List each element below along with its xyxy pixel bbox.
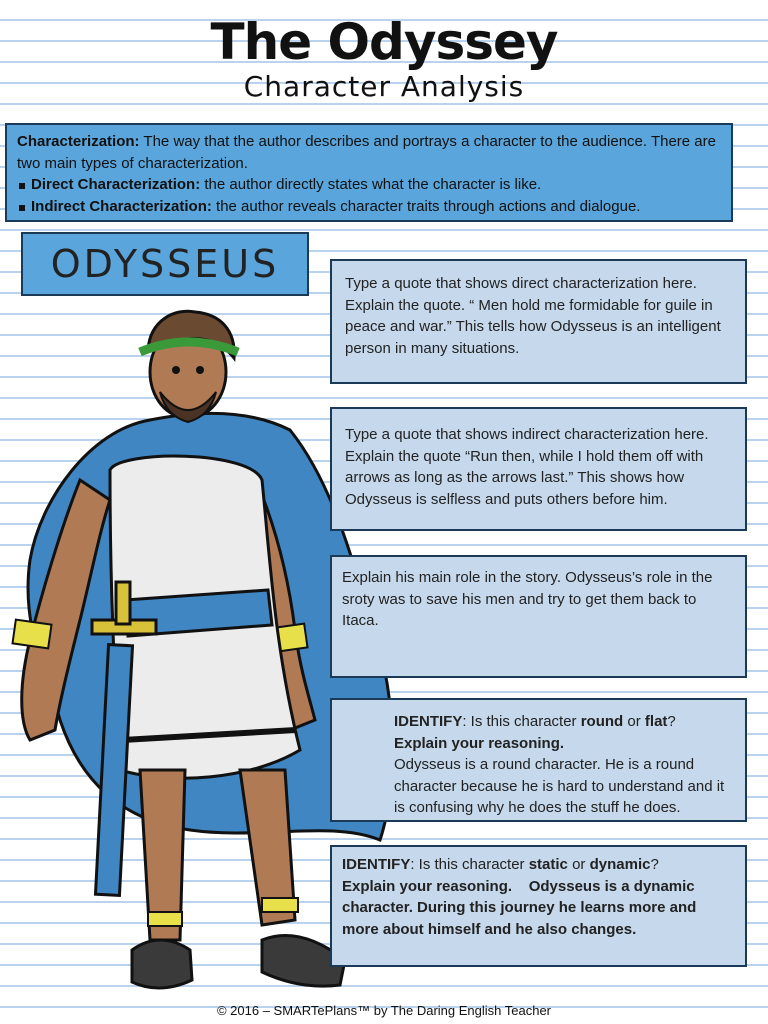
- main-role-box[interactable]: Explain his main role in the story. Odysseus’s role in the sroty was to save his men and try to get them back to Itaca.: [330, 555, 747, 678]
- definition-text: The way that the author describes and portrays a character to the audience. There are two main types of characterization.: [17, 133, 716, 172]
- question-mark: ?: [667, 713, 676, 730]
- round-flat-question: [394, 711, 735, 733]
- sword-hilt: [116, 582, 130, 624]
- static-dynamic-answer: Odysseus is a dynamic character. During this journey he learns more and more about himself and he also changes.: [342, 877, 697, 938]
- identify-label: IDENTIFY: [342, 856, 411, 873]
- bullet-square-icon: [19, 205, 25, 211]
- question-mark: ?: [650, 856, 659, 873]
- static-or-dynamic-box[interactable]: [330, 845, 747, 967]
- round-or-flat-box[interactable]: [330, 698, 747, 822]
- question-text: : Is this character: [410, 856, 529, 873]
- option-round: round: [580, 713, 624, 730]
- page-title: The Odyssey: [210, 13, 558, 71]
- question-text: : Is this character: [462, 713, 581, 730]
- explain-prompt: Explain your reasoning.: [342, 877, 513, 895]
- page-subtitle: Character Analysis: [243, 70, 525, 103]
- explain-prompt: Explain your reasoning.: [394, 734, 565, 752]
- bullet-square-icon: [19, 183, 25, 189]
- bullet-text: the author reveals character traits through actions and dialogue.: [211, 197, 641, 215]
- or-text: or: [567, 856, 590, 873]
- identify-label: IDENTIFY: [394, 713, 463, 730]
- definition-bullet-indirect: [17, 196, 721, 218]
- option-flat: flat: [644, 713, 668, 730]
- bullet-term: Direct Characterization:: [31, 176, 201, 193]
- or-text: or: [623, 713, 645, 730]
- bullet-text: the author directly states what the character is like.: [200, 176, 542, 193]
- copyright-footer: © 2016 – SMARTePlans™ by The Daring English Teacher: [216, 1003, 552, 1018]
- definition-paragraph: [17, 131, 721, 174]
- round-flat-answer: Odysseus is a round character. He is a round character because he is hard to understand and it is confusing why he does the stuff he does.: [394, 756, 725, 816]
- direct-characterization-box[interactable]: Type a quote that shows direct characterization here. Explain the quote. “ Men hold me formidable for guile in peace and war.” This tells how Odysseus is an intelligent person in many situations.: [330, 259, 747, 384]
- option-static: static: [528, 856, 568, 873]
- left-sandal: [132, 940, 192, 988]
- bullet-term: Indirect Characterization:: [31, 197, 212, 215]
- option-dynamic: dynamic: [589, 856, 651, 873]
- definition-bullet-direct: [17, 174, 721, 196]
- definition-term: Characterization:: [17, 133, 140, 150]
- character-name-label: ODYSSEUS: [21, 232, 309, 296]
- static-dynamic-question: [342, 856, 659, 873]
- indirect-characterization-box[interactable]: Type a quote that shows indirect characterization here. Explain the quote “Run then, while I hold them off with arrows as long as the arrows last.” This shows how Odysseus is selfless and puts others before him.: [330, 407, 747, 531]
- characterization-definition: [5, 123, 733, 222]
